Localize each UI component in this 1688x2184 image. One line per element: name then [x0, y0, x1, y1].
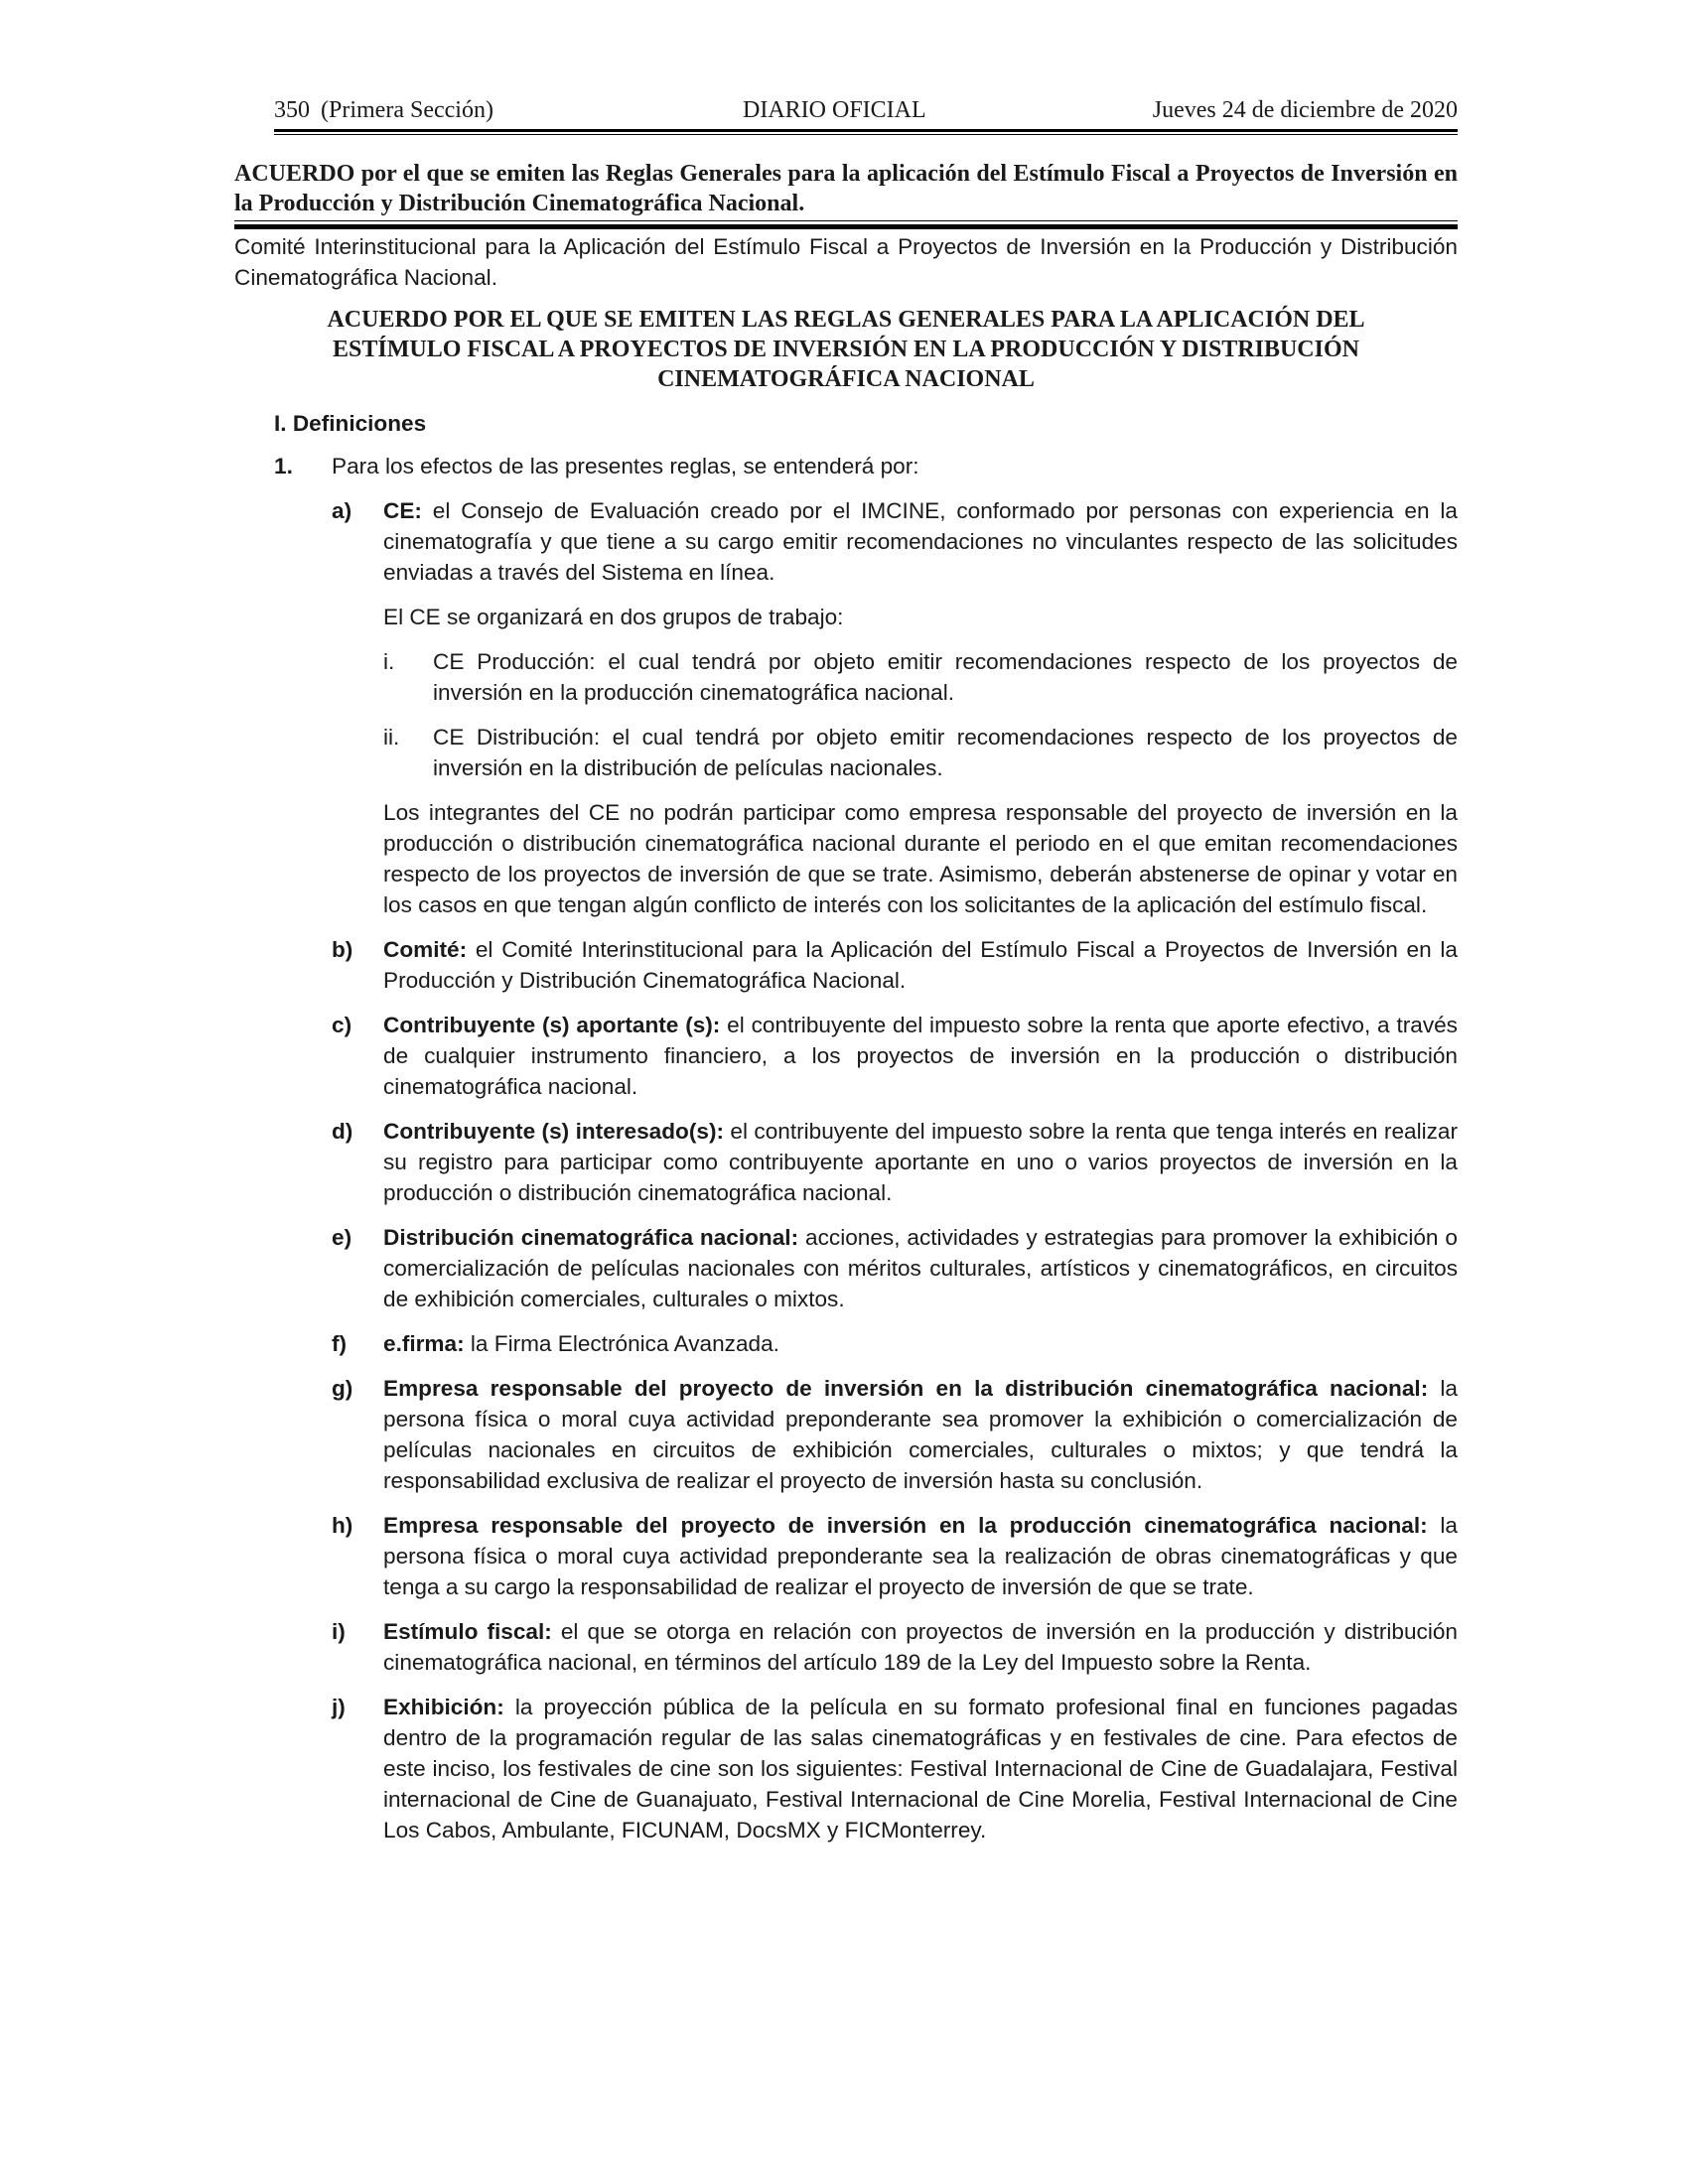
ce-groups-intro: El CE se organizará en dos grupos de trabajo:	[383, 605, 844, 629]
definition-d	[234, 1116, 1458, 1208]
title-rule-thin	[234, 220, 1458, 221]
definition-term: Empresa responsable del proyecto de inversión en la producción cinematográfica nacional:	[383, 1513, 1428, 1538]
header-rule-thick	[274, 129, 1458, 132]
title-rule-thick	[234, 224, 1458, 229]
definition-label: j)	[332, 1695, 346, 1719]
ce-restriction: Los integrantes del CE no podrán participar como empresa responsable del proyecto de inversión en la producción o distribución cinematográfica nacional durante el periodo en el que emitan recomendaciones respecto de los proyectos de inversión de que se trate. Asimismo, deberán abstenerse de opinar y votar en los casos en que tengan algún conflicto de interés con los solicitantes de la aplicación del estímulo fiscal.	[383, 800, 1458, 917]
section-label: (Primera Sección)	[321, 97, 493, 123]
publication-name: DIARIO OFICIAL	[743, 97, 926, 123]
list-item-1	[234, 451, 1458, 481]
sub-item-text: CE Producción: el cual tendrá por objeto emitir recomendaciones respecto de los proyectos de inversión en la producción cinematográfica nacional.	[433, 649, 1458, 705]
page-header	[274, 97, 1458, 127]
definition-f	[234, 1328, 1458, 1359]
rules-heading: ACUERDO POR EL QUE SE EMITEN LAS REGLAS GENERALES PARA LA APLICACIÓN DEL ESTÍMULO FISCAL A PROYECTOS DE INVERSIÓN EN LA PRODUCCIÓN Y DISTRIBUCIÓN CINEMATOGRÁFICA NACIONAL	[327, 307, 1365, 392]
sub-item-i	[234, 646, 1458, 708]
definition-text: el Consejo de Evaluación creado por el IMCINE, conformado por personas con experiencia en la cinematografía y que tiene a su cargo emitir recomendaciones no vinculantes respecto de las solicitudes enviadas a través del Sistema en línea.	[383, 498, 1458, 585]
header-rule-thin	[274, 134, 1458, 135]
definition-b	[234, 934, 1458, 996]
definition-label: h)	[332, 1513, 353, 1538]
definition-text: el contribuyente del impuesto sobre la renta que aporte efectivo, a través de cualquier instrumento financiero, a los proyectos de inversión en la producción o distribución cinematográfica nacional.	[383, 1013, 1458, 1099]
definition-term: Comité:	[383, 937, 468, 962]
publication-date: Jueves 24 de diciembre de 2020	[1152, 97, 1458, 123]
definition-term: Estímulo fiscal:	[383, 1619, 552, 1644]
definition-text: el que se otorga en relación con proyectos de inversión en la producción y distribución cinematográfica nacional, en términos del artículo 189 de la Ley del Impuesto sobre la Renta.	[383, 1619, 1458, 1675]
sub-item-text: CE Distribución: el cual tendrá por objeto emitir recomendaciones respecto de los proyectos de inversión en la distribución de películas nacionales.	[433, 725, 1458, 780]
definition-term: Contribuyente (s) aportante (s):	[383, 1013, 721, 1037]
definition-label: c)	[332, 1013, 352, 1037]
document-title: ACUERDO por el que se emiten las Reglas Generales para la aplicación del Estímulo Fiscal a Proyectos de Inversión en la Producción y Distribución Cinematográfica Nacional.	[234, 161, 1458, 216]
definition-j	[234, 1692, 1458, 1845]
definition-label: f)	[332, 1331, 348, 1356]
definition-h	[234, 1510, 1458, 1602]
item-text: Para los efectos de las presentes reglas, se entenderá por:	[332, 454, 919, 478]
section-title: I. Definiciones	[274, 411, 427, 436]
definition-text: el Comité Interinstitucional para la Aplicación del Estímulo Fiscal a Proyectos de Inversión en la Producción y Distribución Cinematográfica Nacional.	[383, 937, 1458, 993]
document-body	[234, 231, 1458, 1859]
definition-i	[234, 1616, 1458, 1678]
definition-label: g)	[332, 1376, 353, 1401]
definition-term: Distribución cinematográfica nacional:	[383, 1225, 799, 1250]
definition-label: i)	[332, 1619, 346, 1644]
definition-label: d)	[332, 1119, 353, 1144]
definition-term: CE:	[383, 498, 422, 523]
definition-c	[234, 1010, 1458, 1102]
definition-term: Empresa responsable del proyecto de inversión en la distribución cinematográfica nacional:	[383, 1376, 1429, 1401]
definition-label: a)	[332, 498, 352, 523]
definition-text: acciones, actividades y estrategias para promover la exhibición o comercialización de películas nacionales con méritos culturales, artísticos y cinematográficos, en circuitos de exhibición comerciales, culturales o mixtos.	[383, 1225, 1458, 1311]
definition-text: la persona física o moral cuya actividad preponderante sea promover la exhibición o comercialización de películas nacionales en circuitos de exhibición comerciales, culturales o mixtos; y que tendrá la responsabilidad exclusiva de realizar el proyecto de inversión hasta su conclusión.	[383, 1376, 1458, 1493]
definition-text: la proyección pública de la película en su formato profesional final en funciones pagadas dentro de la programación regular de las salas cinematográficas y en festivales de cine. Para efectos de este inciso, los festivales de cine son los siguientes: Festival Internacional de Cine de Guadalajara, Festival internacional de Cine de Guanajuato, Festival Internacional de Cine Morelia, Festival Internacional de Cine Los Cabos, Ambulante, FICUNAM, DocsMX y FICMonterrey.	[383, 1695, 1458, 1843]
definition-a	[234, 495, 1458, 588]
definition-text: el contribuyente del impuesto sobre la renta que tenga interés en realizar su registro para participar como contribuyente aportante en uno o varios proyectos de inversión en la producción o distribución cinematográfica nacional.	[383, 1119, 1458, 1205]
issuer-line: Comité Interinstitucional para la Aplicación del Estímulo Fiscal a Proyectos de Inversión en la Producción y Distribución Cinematográfica Nacional.	[234, 234, 1458, 290]
sub-item-label: i.	[383, 649, 395, 674]
definition-e	[234, 1222, 1458, 1314]
sub-item-ii	[234, 722, 1458, 783]
item-number: 1.	[274, 454, 293, 478]
definition-label: b)	[332, 937, 353, 962]
definition-term: Contribuyente (s) interesado(s):	[383, 1119, 724, 1144]
page-number: 350	[274, 97, 310, 123]
definition-g	[234, 1373, 1458, 1496]
definition-term: e.firma:	[383, 1331, 465, 1356]
definition-term: Exhibición:	[383, 1695, 504, 1719]
definition-label: e)	[332, 1225, 352, 1250]
definition-text: la Firma Electrónica Avanzada.	[464, 1331, 779, 1356]
definition-text: la persona física o moral cuya actividad preponderante sea la realización de obras cinematográficas y que tenga a su cargo la responsabilidad de realizar el proyecto de inversión de que se trate.	[383, 1513, 1458, 1599]
sub-item-label: ii.	[383, 725, 400, 750]
